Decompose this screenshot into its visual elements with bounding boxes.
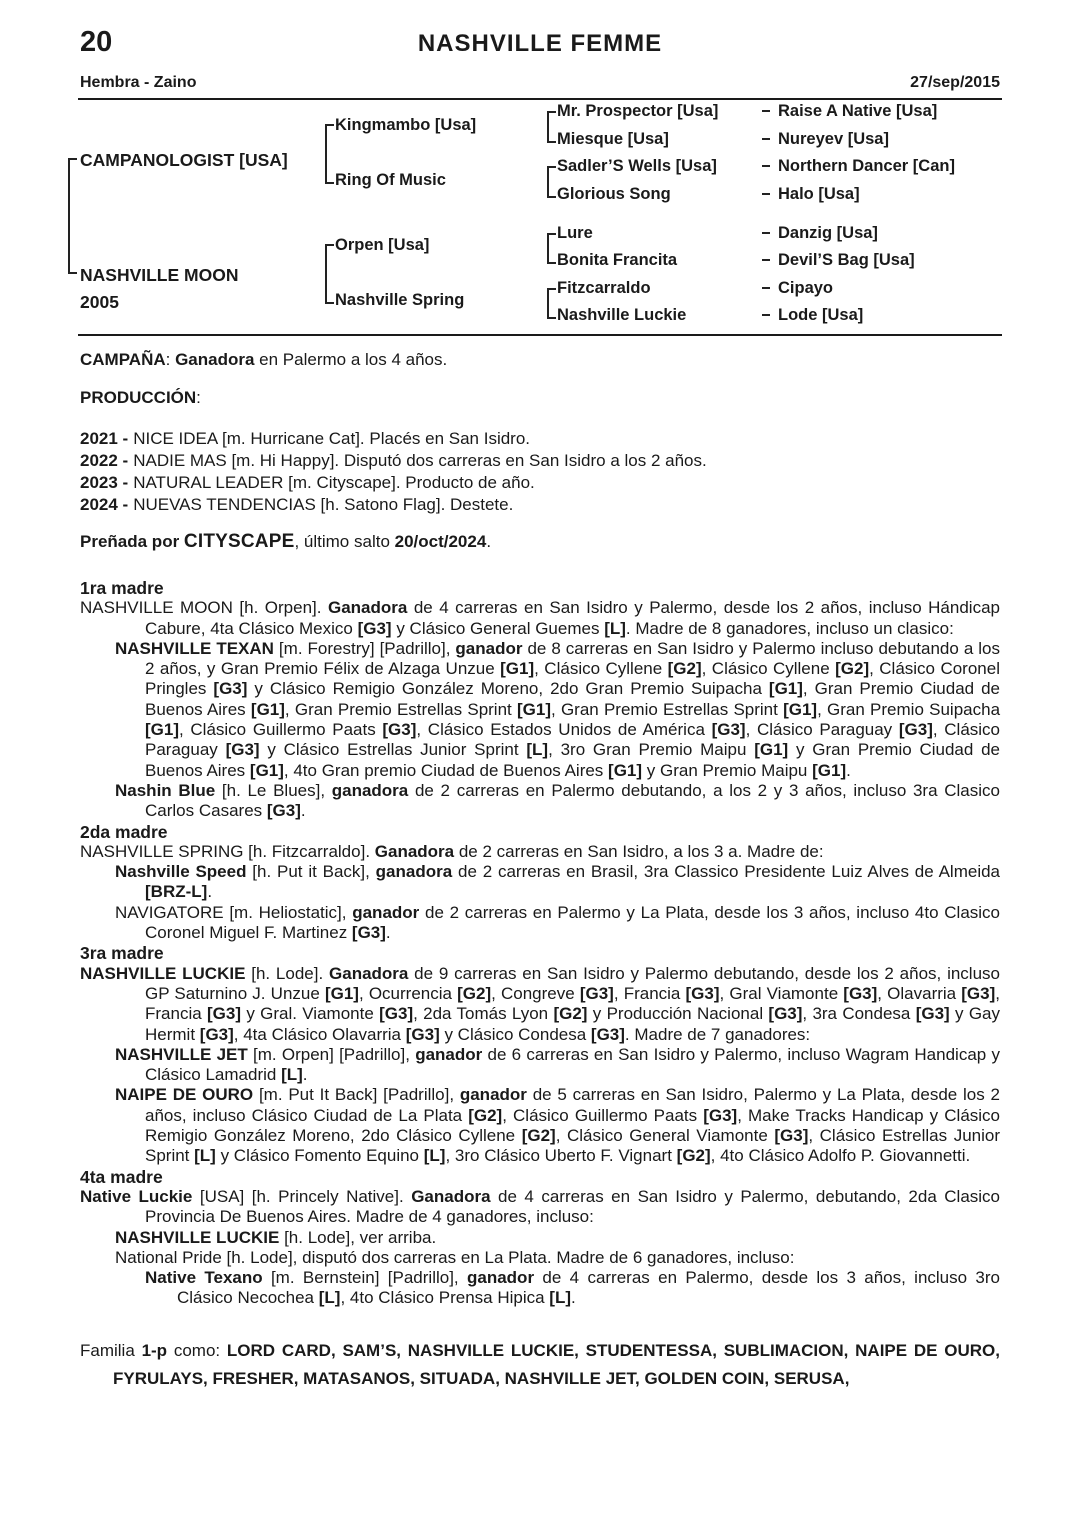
dam-paragraph: NAVIGATORE [m. Heliostatic], ganador de 2 carreras en Palermo y La Plata, desde los 3 años, incluso 4to Clasico Coronel Miguel F. Martinez [G3].	[115, 902, 1000, 943]
pedigree-dash	[762, 259, 770, 261]
pedigree-name-gen4: Danzig [Usa]	[778, 224, 878, 242]
campaign-line: CAMPAÑA: Ganadora en Palermo a los 4 años.	[80, 350, 448, 369]
horse-name-title: NASHVILLE FEMME	[417, 30, 663, 57]
pedigree-dash	[762, 232, 770, 234]
pedigree-bracket-gen3	[547, 166, 556, 198]
section-heading-1ra-madre: 1ra madre	[80, 578, 164, 598]
dam-paragraph: NASHVILLE LUCKIE [h. Lode], ver arriba.	[115, 1227, 437, 1247]
pedigree-bracket-gen2-sire	[325, 124, 334, 184]
pedigree-bracket-gen1	[68, 158, 77, 274]
pedigree-bracket-gen2-dam	[325, 244, 334, 304]
dam-paragraph: Nashville Speed [h. Put it Back], ganadora de 2 carreras en Brasil, 3ra Classico Presidente Luiz Alves de Almeida [BRZ-L].	[115, 862, 1001, 902]
dam-name: NASHVILLE MOON	[80, 265, 239, 285]
pedigree-name-gen4: Cipayo	[778, 279, 834, 297]
pedigree-bracket-gen3	[547, 288, 556, 319]
dam-paragraph: NASHVILLE JET [m. Orpen] [Padrillo], ganador de 6 carreras en San Isidro y Palermo, incluso Wagram Handicap y Clásico Lamadrid [L].	[115, 1044, 1000, 1085]
dam-paragraph: Nashin Blue [h. Le Blues], ganadora de 2 carreras en Palermo debutando, a los 2 y 3 años, incluso 3ra Clasico Carlos Casares [G3].	[115, 780, 1000, 821]
dam-paragraph: Native Luckie [USA] [h. Princely Native]. Ganadora de 4 carreras en San Isidro y Palermo, debutando, 2da Clasico Provincia De Buenos Aires. Madre de 4 ganadores, incluso:	[80, 1186, 1001, 1227]
lot-number: 20	[80, 26, 113, 58]
pedigree-name-gen4: Raise A Native [Usa]	[778, 102, 938, 120]
pedigree-name-gen4: Nureyev [Usa]	[778, 130, 889, 148]
pedigree-name-gen3: Sadler’S Wells [Usa]	[557, 157, 717, 175]
dam-paragraph: NAIPE DE OURO [m. Put It Back] [Padrillo], ganador de 5 carreras en San Isidro, Palermo y La Plata, desde los 2 años, incluso Clásico Ciudad de La Plata [G2], Clásico Guillermo Paats [G3], Make Tracks Handicap y Clásico Remigio González Moreno, 2do Clásico Cyllene [G2], Clásico General Viamonte [G3], Clásico Estrellas Junior Sprint [L] y Clásico Fomento Equino [L], 3ro Clásico Uberto F. Vignart [G2], 4to Clásico Adolfo P. Giovannetti.	[115, 1085, 1000, 1166]
production-entry	[80, 450, 1000, 472]
pedigree-dash	[762, 314, 770, 316]
production-entry	[80, 472, 1000, 494]
pedigree-name-gen4: Northern Dancer [Can]	[778, 157, 955, 175]
header-subrow	[80, 74, 1000, 92]
section-heading-4ta-madre: 4ta madre	[80, 1166, 163, 1187]
family-line: Familia 1-p como: LORD CARD, SAM’S, NASHVILLE LUCKIE, STUDENTESSA, SUBLIMACION, NAIPE DE OURO, FYRULAYS, FRESHER, MATASANOS, SITUADA, NASHVILLE JET, GOLDEN COIN, SERUSA,	[80, 1340, 1000, 1388]
pedigree-name-gen3: Glorious Song	[557, 185, 671, 203]
production-text: NADIE MAS [m. Hi Happy]. Disputó dos carreras en San Isidro a los 2 años.	[133, 451, 707, 470]
sire-name: CAMPANOLOGIST [USA]	[80, 150, 288, 170]
production-year: 2023 -	[80, 473, 129, 492]
pregnant-line: Preñada por CITYSCAPE, último salto 20/oct/2024.	[80, 531, 492, 552]
pedigree-dash	[762, 138, 770, 140]
pedigree-name-gen4: Halo [Usa]	[778, 185, 860, 203]
production-entry	[80, 494, 1000, 516]
dam-birth-year: 2005	[80, 292, 119, 312]
pedigree-dash	[762, 193, 770, 195]
production-list	[80, 428, 1000, 516]
production-text: NICE IDEA [m. Hurricane Cat]. Placés en San Isidro.	[133, 429, 531, 448]
pedigree-name-gen3: Miesque [Usa]	[557, 130, 669, 148]
dam-paragraph: National Pride [h. Lode], disputó dos carreras en La Plata. Madre de 6 ganadores, incluso:	[115, 1247, 795, 1267]
production-text: NATURAL LEADER [m. Cityscape]. Producto de año.	[133, 473, 535, 492]
section-heading-3ra-madre: 3ra madre	[80, 943, 164, 964]
pedigree-name-gen3: Bonita Francita	[557, 251, 678, 269]
pedigree-name-gen3: Nashville Luckie	[557, 306, 687, 324]
sex-coat-label: Hembra - Zaino	[80, 74, 197, 91]
pedigree-dash	[762, 287, 770, 289]
pedigree-name-gen2: Nashville Spring	[335, 291, 465, 309]
pedigree-bracket-gen3	[547, 233, 556, 264]
dam-paragraph: NASHVILLE TEXAN [m. Forestry] [Padrillo], ganador de 8 carreras en San Isidro y Palermo incluso debutando a los 2 años, y Gran Premio Félix de Alzaga Unzue [G1], Clásico Cyllene [G2], Clásico Cyllene [G2], Clásico Coronel Pringles [G3] y Clásico Remigio González Moreno, 2do Gran Premio Suipacha [G1], Gran Premio Ciudad de Buenos Aires [G1], Gran Premio Estrellas Sprint [G1], Gran Premio Estrellas Sprint [G1], Gran Premio Suipacha [G1], Clásico Guillermo Paats [G3], Clásico Estados Unidos de América [G3], Clásico Paraguay [G3], Clásico Paraguay [G3] y Clásico Estrellas Junior Sprint [L], 3ro Gran Premio Maipu [G1] y Gran Premio Ciudad de Buenos Aires [G1], 4to Gran premio Ciudad de Buenos Aires [G1] y Gran Premio Maipu [G1].	[115, 638, 1001, 780]
dam-paragraph: NASHVILLE MOON [h. Orpen]. Ganadora de 4 carreras en San Isidro y Palermo, desde los 2 años, incluso Hándicap Cabure, 4ta Clásico Mexico [G3] y Clásico General Guemes [L]. Madre de 8 ganadores, incluso un clasico:	[80, 598, 1000, 638]
page-header	[80, 26, 1000, 66]
pedigree-bracket-gen3	[547, 111, 556, 143]
dam-paragraph: NASHVILLE LUCKIE [h. Lode]. Ganadora de 9 carreras en San Isidro y Palermo debutando, desde los 2 años, incluso GP Saturnino J. Unzue [G1], Ocurrencia [G2], Congreve [G3], Francia [G3], Gral Viamonte [G3], Olavarria [G3], Francia [G3] y Gral. Viamonte [G3], 2da Tomás Lyon [G2] y Producción Nacional [G3], 3ra Condesa [G3] y Gay Hermit [G3], 4ta Clásico Olavarria [G3] y Clásico Condesa [G3]. Madre de 7 ganadores:	[80, 963, 1000, 1044]
pedigree-name-gen2: Ring Of Music	[335, 171, 446, 189]
pedigree-table	[68, 100, 1012, 334]
dam-paragraph: Native Texano [m. Bernstein] [Padrillo], ganador de 4 carreras en Palermo, desde los 3 años, incluso 3ro Clásico Necochea [L], 4to Clásico Prensa Hipica [L].	[145, 1268, 1000, 1308]
pedigree-name-gen4: Devil’S Bag [Usa]	[778, 251, 915, 269]
production-year: 2021 -	[80, 429, 129, 448]
section-heading-2da-madre: 2da madre	[80, 821, 168, 842]
production-year: 2024 -	[80, 495, 129, 514]
pedigree-name-gen2: Kingmambo [Usa]	[335, 116, 477, 134]
pedigree-dash	[762, 165, 770, 167]
production-text: NUEVAS TENDENCIAS [h. Satono Flag]. Destete.	[133, 495, 514, 514]
production-label: PRODUCCIÓN:	[80, 388, 201, 407]
pedigree-name-gen3: Lure	[557, 224, 593, 242]
pedigree-dash	[762, 110, 770, 112]
dam-family-sections	[80, 578, 1000, 1309]
pedigree-name-gen3: Mr. Prospector [Usa]	[557, 102, 719, 120]
dam-paragraph: NASHVILLE SPRING [h. Fitzcarraldo]. Ganadora de 2 carreras en San Isidro, a los 3 a. Madre de:	[80, 841, 824, 861]
production-entry	[80, 428, 1000, 450]
pedigree-name-gen2: Orpen [Usa]	[335, 236, 430, 254]
pedigree-divider	[78, 334, 1002, 336]
production-year: 2022 -	[80, 451, 129, 470]
pedigree-name-gen4: Lode [Usa]	[778, 306, 864, 324]
birth-date-label: 27/sep/2015	[910, 74, 1000, 91]
pedigree-name-gen3: Fitzcarraldo	[557, 279, 651, 297]
